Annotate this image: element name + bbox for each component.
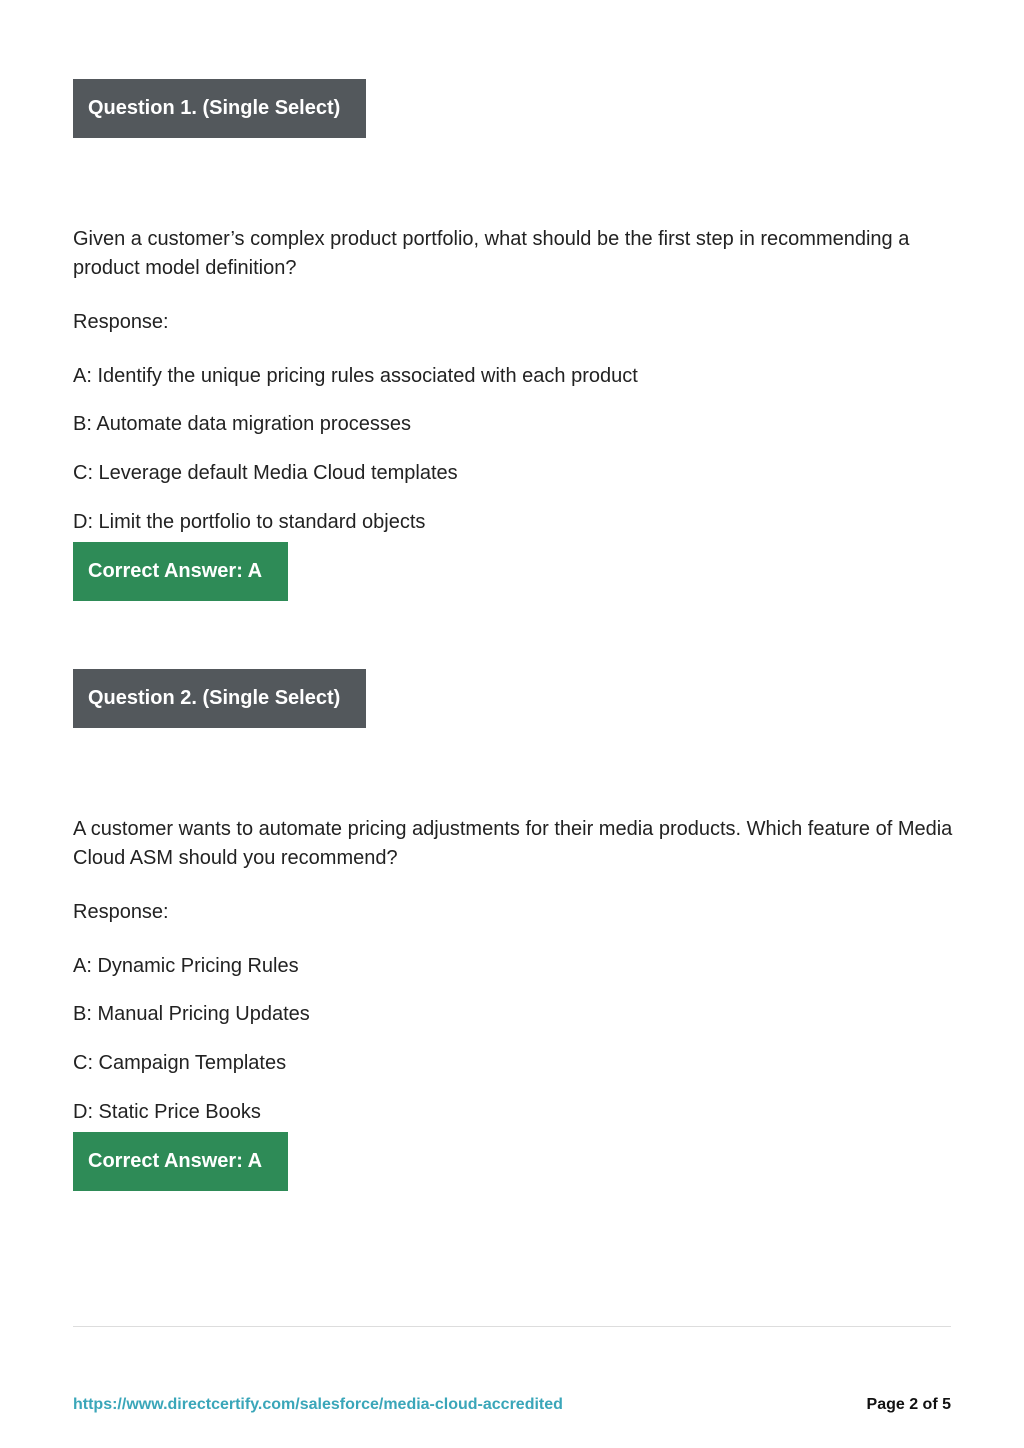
footer-divider bbox=[73, 1326, 951, 1327]
question-2-option-d: D: Static Price Books bbox=[73, 1101, 261, 1123]
question-2-header: Question 2. (Single Select) bbox=[73, 669, 366, 728]
question-1-text: Given a customer’s complex product portfolio, what should be the first step in recommending a product model definition? bbox=[73, 228, 910, 279]
question-2-option-a: A: Dynamic Pricing Rules bbox=[73, 955, 299, 977]
question-1-option-d: D: Limit the portfolio to standard objects bbox=[73, 511, 426, 533]
question-1-option-b: B: Automate data migration processes bbox=[73, 413, 411, 435]
question-2-option-b: B: Manual Pricing Updates bbox=[73, 1003, 310, 1025]
question-2-option-c: C: Campaign Templates bbox=[73, 1052, 287, 1074]
question-1-option-c: C: Leverage default Media Cloud templates bbox=[73, 462, 458, 484]
question-2-text: A customer wants to automate pricing adjustments for their media products. Which feature of Media Cloud ASM should you recommend? bbox=[73, 818, 953, 869]
page-number: Page 2 of 5 bbox=[866, 1396, 951, 1413]
question-2-correct-answer: Correct Answer: A bbox=[73, 1132, 288, 1191]
question-1-option-a: A: Identify the unique pricing rules associated with each product bbox=[73, 365, 638, 387]
question-2-response-label: Response: bbox=[73, 901, 169, 923]
question-1-correct-answer: Correct Answer: A bbox=[73, 542, 288, 601]
question-1-response-label: Response: bbox=[73, 311, 169, 333]
question-1-header: Question 1. (Single Select) bbox=[73, 79, 366, 138]
footer-url-link[interactable]: https://www.directcertify.com/salesforce/media-cloud-accredited bbox=[73, 1396, 563, 1413]
